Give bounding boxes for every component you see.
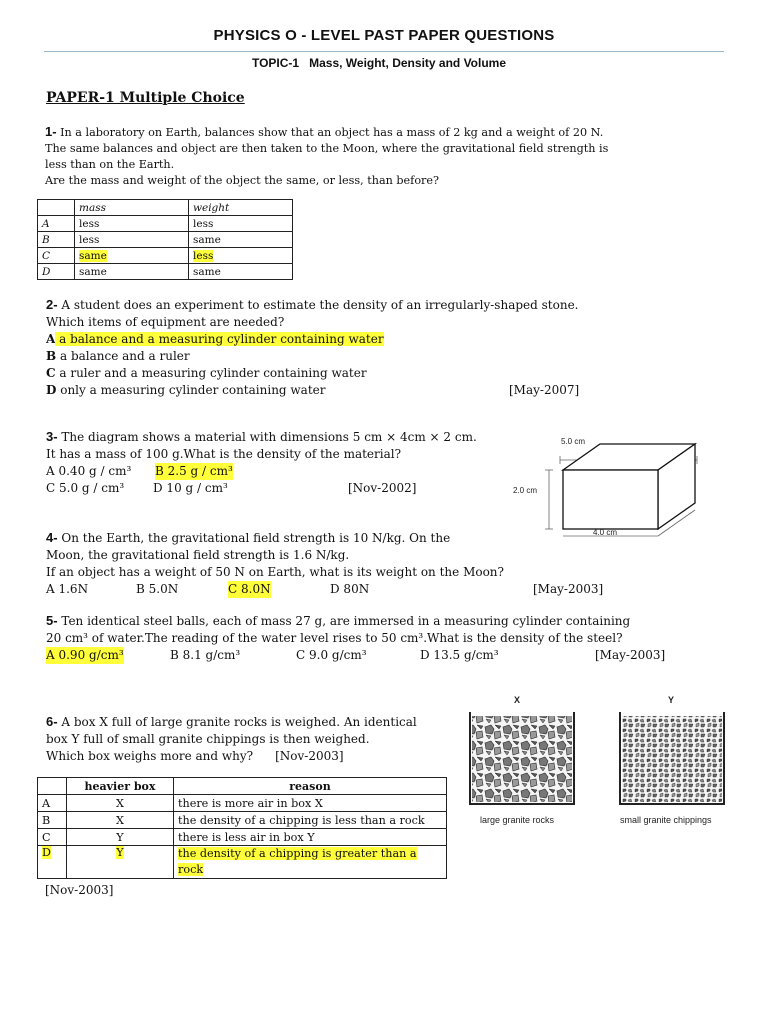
- option-letter: [38, 846, 67, 879]
- q6-table: [37, 777, 447, 879]
- q2-option-b: [46, 348, 736, 365]
- q2-line-2: Which items of equipment are needed?: [46, 315, 285, 329]
- q4-reference: [May-2003]: [533, 582, 604, 596]
- q5-option-a: A 0.90 g/cm³: [46, 648, 124, 662]
- option-text: a balance and a ruler: [56, 349, 190, 363]
- table-cell: [38, 200, 75, 216]
- highlighted-answer: same: [79, 249, 107, 262]
- q1-table: [37, 199, 293, 280]
- col-reason-header: reason: [174, 778, 447, 795]
- boxes-illustration: [466, 708, 746, 808]
- table-row: [38, 812, 447, 829]
- col-heavier-header: heavier box: [67, 778, 174, 795]
- q5-option-d: D 13.5 g/cm³: [420, 648, 499, 662]
- box-cell: X: [67, 795, 174, 812]
- table-header-row: [38, 200, 293, 216]
- paper-heading: PAPER-1 Multiple Choice: [46, 90, 245, 106]
- option-letter: C: [38, 248, 75, 264]
- q5-line-2: 20 cm³ of water.The reading of the water level rises to 50 cm³.What is the density of the steel?: [46, 631, 623, 645]
- q5-number: 5-: [46, 613, 58, 628]
- q5-option-b: B 8.1 g/cm³: [170, 648, 241, 662]
- q1-text-1: In a laboratory on Earth, balances show that an object has a mass of 2 kg and a weight of 20 N.: [56, 126, 604, 139]
- q6-reference-bottom: [Nov-2003]: [45, 883, 114, 897]
- q5-reference: [May-2003]: [595, 648, 666, 662]
- q3-text-1: The diagram shows a material with dimensions 5 cm × 4cm × 2 cm.: [57, 430, 477, 444]
- table-row: [38, 232, 293, 248]
- box-cell: X: [67, 812, 174, 829]
- option-letter: A: [38, 795, 67, 812]
- mass-cell: [75, 248, 189, 264]
- q3-option-c: C 5.0 g / cm³: [46, 481, 125, 495]
- box-y-label: Y: [668, 695, 675, 705]
- q3-option-a: A 0.40 g / cm³: [46, 464, 132, 478]
- box-x-label: X: [514, 695, 521, 705]
- q1-line-4: Are the mass and weight of the object the same, or less, than before?: [45, 174, 440, 187]
- table-header-row: [38, 778, 447, 795]
- q3-reference: [Nov-2002]: [348, 481, 417, 495]
- small-chippings-fill: [622, 716, 722, 802]
- table-cell: [38, 778, 67, 795]
- q4-option-d: D 80N: [330, 582, 370, 596]
- q5-options: [46, 647, 746, 664]
- q4-line-3: If an object has a weight of 50 N on Earth, what is its weight on the Moon?: [46, 565, 504, 579]
- question-6: [46, 713, 456, 765]
- q5-text-1: Ten identical steel balls, each of mass 27 g, are immersed in a measuring cylinder containing: [57, 614, 631, 628]
- q6-reference-inline: [Nov-2003]: [275, 749, 344, 763]
- reason-cell: the density of a chipping is less than a rock: [174, 812, 447, 829]
- highlighted-answer: the density of a chipping is greater than a rock: [178, 847, 417, 876]
- q5-option-c: C 9.0 g/cm³: [296, 648, 367, 662]
- option-letter: D: [38, 264, 75, 280]
- table-row: [38, 795, 447, 812]
- weight-cell: [189, 248, 293, 264]
- q1-line-1: [45, 124, 725, 141]
- q2-option-a: [46, 331, 736, 348]
- q5-line-1: [46, 612, 746, 630]
- option-letter: C: [38, 829, 67, 846]
- q3-option-d: D 10 g / cm³: [153, 481, 228, 495]
- reason-cell: there is less air in box Y: [174, 829, 447, 846]
- q3-option-b: B 2.5 g / cm³: [155, 464, 233, 478]
- option-letter: C: [46, 366, 56, 380]
- q6-line-3: [46, 748, 456, 765]
- q6-line-1: [46, 713, 456, 731]
- large-rocks-fill: [472, 716, 572, 802]
- dim-length-label: 5.0 cm: [561, 437, 586, 446]
- q6-line-2: box Y full of small granite chippings is then weighed.: [46, 732, 370, 746]
- dim-width-label: 4.0 cm: [593, 528, 618, 537]
- q2-text-1: A student does an experiment to estimate the density of an irregularly-shaped stone.: [57, 298, 579, 312]
- q4-options: [46, 581, 746, 598]
- option-letter: B: [38, 232, 75, 248]
- q4-number: 4-: [46, 530, 58, 545]
- q2-option-d: [46, 382, 736, 399]
- q3-options-row-1: [46, 463, 516, 480]
- q6-number: 6-: [46, 714, 58, 729]
- q2-number: 2-: [46, 297, 58, 312]
- q2-line-1: [46, 296, 736, 314]
- question-3: [46, 428, 516, 497]
- caption-large-rocks: large granite rocks: [480, 815, 555, 825]
- q2-reference: [May-2007]: [509, 383, 580, 397]
- weight-cell: same: [189, 264, 293, 280]
- q3-number: 3-: [46, 429, 58, 444]
- col-weight-header: weight: [189, 200, 293, 216]
- highlighted-answer: D: [42, 846, 51, 859]
- topic-heading: [0, 56, 768, 70]
- q6-boxes-figure: [466, 690, 746, 840]
- table-row: [38, 216, 293, 232]
- option-text: a ruler and a measuring cylinder containing water: [55, 366, 367, 380]
- option-letter: B: [38, 812, 67, 829]
- box-cell: [67, 846, 174, 879]
- q4-option-c: C 8.0N: [228, 582, 271, 596]
- q1-line-2: The same balances and object are then taken to the Moon, where the gravitational field strength is: [45, 142, 609, 155]
- reason-cell: there is more air in box X: [174, 795, 447, 812]
- question-5: [46, 612, 746, 664]
- weight-cell: same: [189, 232, 293, 248]
- box-cell: Y: [67, 829, 174, 846]
- q6-text-1: A box X full of large granite rocks is weighed. An identical: [57, 715, 417, 729]
- option-letter: B: [46, 349, 57, 363]
- q4-option-b: B 5.0N: [136, 582, 179, 596]
- table-row: [38, 264, 293, 280]
- question-1: [45, 124, 725, 189]
- cuboid-figure: [505, 430, 715, 540]
- q3-line-2: It has a mass of 100 g.What is the density of the material?: [46, 447, 402, 461]
- page-title: PHYSICS O - LEVEL PAST PAPER QUESTIONS: [213, 27, 555, 44]
- table-row: [38, 829, 447, 846]
- option-letter: A: [46, 332, 56, 346]
- weight-cell: less: [189, 216, 293, 232]
- option-text: only a measuring cylinder containing water: [56, 383, 326, 397]
- q4-text-1: On the Earth, the gravitational field strength is 10 N/kg. On the: [57, 531, 451, 545]
- q3-options-row-2: [46, 480, 516, 497]
- q1-number: 1-: [45, 124, 57, 139]
- cuboid-front: [563, 470, 658, 529]
- q4-option-a: A 1.6N: [46, 582, 89, 596]
- mass-cell: less: [75, 216, 189, 232]
- q3-line-1: [46, 428, 516, 446]
- col-mass-header: mass: [75, 200, 189, 216]
- reason-cell: [174, 846, 447, 879]
- highlighted-answer: Y: [116, 846, 124, 859]
- title-divider: [44, 51, 724, 52]
- topic-name: Mass, Weight, Density and Volume: [309, 56, 507, 70]
- q4-line-1: [46, 529, 746, 547]
- mass-cell: less: [75, 232, 189, 248]
- question-2: [46, 296, 736, 399]
- highlighted-answer: less: [193, 249, 214, 262]
- q6-text-3: Which box weighs more and why?: [46, 749, 254, 763]
- option-letter: A: [38, 216, 75, 232]
- caption-small-chippings: small granite chippings: [620, 815, 712, 825]
- highlighted-answer: a balance and a measuring cylinder containing water: [55, 332, 384, 346]
- table-row: [38, 846, 447, 879]
- option-letter: D: [46, 383, 57, 397]
- mass-cell: same: [75, 264, 189, 280]
- table-row: [38, 248, 293, 264]
- q1-line-3: less than on the Earth.: [45, 158, 175, 171]
- q3-block-diagram: [505, 430, 715, 540]
- topic-number: TOPIC-1: [251, 56, 300, 70]
- q4-line-2: Moon, the gravitational field strength is 1.6 N/kg.: [46, 548, 350, 562]
- question-4: [46, 529, 746, 598]
- q2-option-c: [46, 365, 736, 382]
- dim-height-label: 2.0 cm: [513, 486, 538, 495]
